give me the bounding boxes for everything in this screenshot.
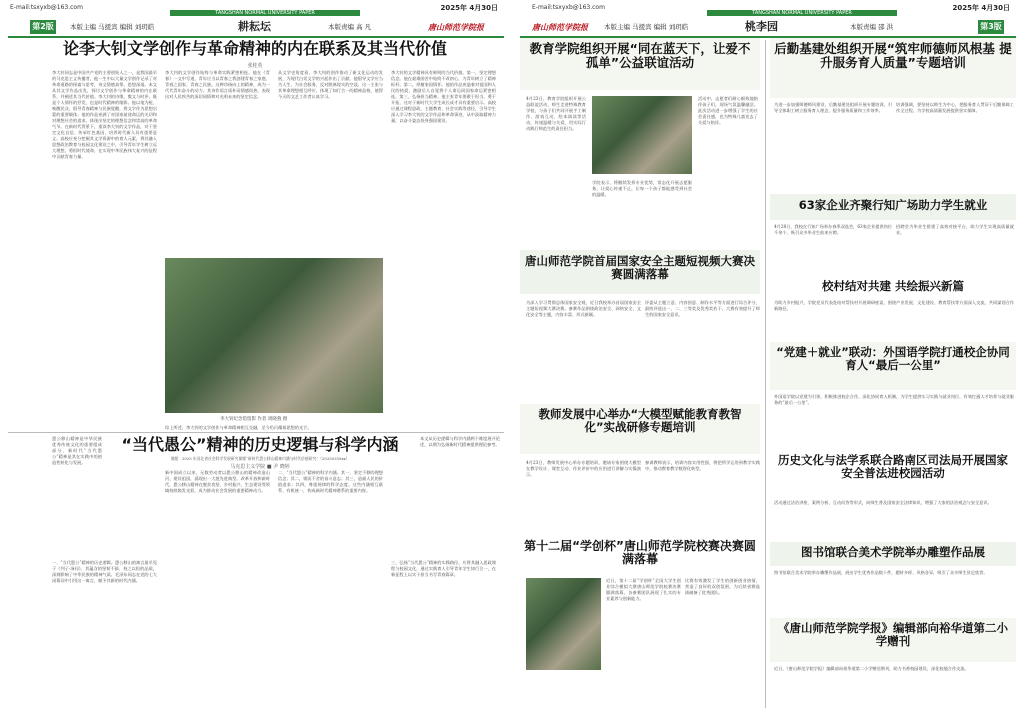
article-r4-body-col2: 评委从主题立意、内容创意、制作水平等方面进行综合评分，最终评选出一、二、三等奖及优秀奖若干。大赛有效提升了师生的国家安全意识。: [645, 300, 760, 317]
article-r7-body-col2: 参训教师表示，培训内容实用性强，将把所学运用到教学实践中，推动教育教学数智化转型。: [645, 460, 760, 471]
article-r7-headline: 教师发展中心举办“大模型赋能教育教智化”实战研修专题培训: [538, 407, 742, 434]
article2-body-col2: 新中国成立以来，无数劳动者以愚公移山的精神改造山河、建设祖国，涌现出一大批先进典型。改革开放和新时代，愚公移山精神在脱贫攻坚、乡村振兴、生态建设等领域持续焕发光彩，成为推动社会发展的重要精神动力。: [165, 470, 270, 493]
right-section-name: 桃李园: [745, 20, 778, 33]
article2-sidebar-text-left: 愚公移山精神是中华民族优秀传统文化的重要组成部分，新时代“当代愚公”精神是其在实践中的创造性转化与发展。: [52, 436, 102, 465]
article-r4-headline: 唐山师范学院首届国家安全主题短视频大赛决赛圆满落幕: [525, 254, 755, 281]
article1-body-col3: 从文学史角度看，李大钊的创作推动了新文化运动的发展，为现代白话文学的兴起作出了贡献。他倡导文学应当为人生、为社会服务，反对脱离现实的空谈。这一主张与其革命理想相互呼应，体现了知行合一的精神品格，值得今天的文艺工作者认真学习。: [278, 70, 383, 99]
left-editors: 本版主编 马援宾 编辑 刘玥皓: [70, 23, 155, 31]
article-r7-body-col1: 4月23日，教师发展中心举办专题培训，邀请专家围绕大模型在教学设计、课堂互动、作业评价中的应用进行讲解与实操演示。: [526, 460, 641, 477]
article1-body-col4: 李大钊的文学精神具有鲜明的当代价值。第一，坚定理想信念。他在艰难困苦中始终不改初心，为青年树立了精神标杆。第二，厚植家国情怀。他的作品充溢着对祖国和人民的热爱，激励后人自觉将个人命运同国家命运紧密相连。第三，弘扬担当精神。他主张青年要敢于担当、勇于开拓，这对于新时代大学生成长成才具有重要启示。高校应通过课程思政、主题教育、社会实践等途径，引导学生深入学习李大钊的文学作品和革命事迹，从中汲取精神力量，以奋斗姿态投身强国建设。: [391, 70, 496, 123]
article2-subtitle: 课题：2025 年河北省社会科学发展研究课题“新时代愚公移山精神内涵与时代价值研究”（20250205xx）: [170, 456, 350, 461]
left-proofreader: 本版责编 高 凡: [328, 23, 372, 31]
article-r10-body: 图书馆联合美术学院举办雕塑作品展，展出学生优秀作品数十件，题材多样、风格各异，吸引了众多师生驻足欣赏。: [774, 570, 988, 575]
article1-photo: [165, 258, 383, 413]
article-r6-body: 外国语学院以党建为引领，积极推进校企合作，深化协同育人机制，为学生提供实习实践与就业岗位，有效打通人才培养与就业服务的“最后一公里”。: [774, 394, 1014, 405]
article2-body-col1: 一、“当代愚公”精神的历史逻辑。愚公移山的寓言最早见于《列子·汤问》，其蕴含的坚韧不拔、持之以恒的品质，深刻影响了中华民族的精神气质。毛泽东同志在党的七大闭幕词中引用这一寓言，赋予其新的时代内涵。: [52, 560, 157, 583]
article-r4-body-col1: 为深入学习贯彻总体国家安全观，近日我校举办首届国家安全主题短视频大赛决赛。参赛作品围绕政治安全、网络安全、文化安全等主题，内容丰富、形式新颖。: [526, 300, 641, 317]
article-r6-headline: “党建＋就业”联动：外国语学院打通校企协同育人“最后一公里”: [776, 345, 1010, 372]
right-masthead-logo: 唐山师范学院报: [532, 22, 588, 32]
article-r1-photo: [592, 96, 692, 174]
article2-sidebar-text-right: 本文从历史逻辑与科学内涵两个维度展开论述，以期为弘扬新时代精神提供理论参考。: [420, 436, 500, 447]
right-paper-name-bar: [707, 10, 897, 16]
article1-body-col2: 李大钊的文学创作始终与革命实践紧密相连。他在《青春》一文中写道，青年应当以青春之我创建青春之家庭、青春之国家、青春之民族。这种昂扬向上的精神，成为一代代青年奋斗的动力。其诗作语言质朴而情感炽热，表现出对人民疾苦的深切同情和对光明未来的坚定信念。: [165, 70, 270, 99]
article-r1-body-col2: 学院表示，将继续发挥专业优势，常态化开展志愿服务，让爱心传递不止，让每一个孩子都能感受到社会的温暖。: [592, 180, 692, 197]
article-r2-body-col2: 培训强调，要坚持以师生为中心，把服务育人贯穿于后勤保障工作全过程，为学校高质量发展提供坚实保障。: [896, 102, 1014, 113]
article-r8-headline: 历史文化与法学系联合路南区司法局开展国家安全普法进校园活动: [778, 453, 1008, 480]
article-r9-photo: [526, 578, 601, 670]
left-paper-name-en: TANGSHAN NORMAL UNIVERSITY PAPER: [215, 10, 315, 16]
article-r1-headline: 教育学院组织开展“同在蓝天下，让爱不孤单”公益联谊活动: [529, 41, 751, 70]
right-date: 2025年 4月30日: [952, 4, 1010, 12]
article-r1-body-col1: 4月23日，教育学院组织开展公益联谊活动，师生走进特殊教育学校，与孩子们共同开展手工制作、游戏互动、绘本阅读等活动，传递温暖与关爱，用实际行动践行师范生的责任担当。: [526, 96, 586, 131]
article1-headline: 论李大钊文学创作与革命精神的内在联系及其当代价值: [62, 39, 447, 58]
right-paper-name-en: TANGSHAN NORMAL UNIVERSITY PAPER: [752, 10, 852, 16]
left-date: 2025年 4月30日: [440, 4, 498, 12]
article-r9-body-col1: 近日，第十二届“学创杯”全国大学生创业综合模拟大赛唐山师范学院校赛决赛圆满落幕，各参赛团队展现了扎实的专业素养与创新能力。: [606, 578, 681, 601]
left-paper-name-bar: [170, 10, 360, 16]
left-section-name: 耕耘坛: [238, 20, 271, 33]
right-newspaper-page: [512, 0, 1024, 713]
article-r8-body: 活动通过法治讲座、案例分析、互动问答等形式，向师生普及国家安全法律知识，增强了大家的法治观念与安全意识。: [774, 500, 992, 505]
right-email: E-mail:tsxyxb@163.com: [532, 4, 605, 11]
article1-body-tail: 综上所述，李大钊的文学创作与革命精神相互交融，至今仍闪耀着思想的光芒。: [165, 425, 312, 430]
article-r9-headline: 第十二届“学创杯”唐山师范学院校赛决赛圆满落幕: [524, 539, 756, 567]
article-r3-headline: 63家企业齐聚行知广场助力学生就业: [798, 198, 988, 212]
article2-byline: 马克思主义学院 ■ 尹 晓婷: [230, 464, 290, 470]
article1-body-col1: 李大钊同志是中国共产党的主要创始人之一，是我国最早的马克思主义传播者，他一生中以大量文学创作记录了对革命道路的探索与思考，诗文情感真挚、思想深邃。本文从其文学作品出发，探讨文学创作与革命精神的内在联系，并阐述其当代价值。李大钊的诗歌、散文与时评，既是个人情怀的抒发，也是时代精神的缩影。他以笔为枪，唤醒民众，倡导青春精神与民族觉醒，将文学作为思想启蒙的重要载体。他的作品充满了对国家前途命运的关切和对理想社会的追求，体现出坚定的理想信念和崇高的革命气节。在新时代背景下，重读李大钊的文学作品，对于坚定文化自信、传承红色基因、培养时代新人具有重要意义。高校应充分挖掘其文学资源中的育人元素，将其融入思想政治教育与校园文化建设之中，引导青年学生树立远大理想，勇担时代使命，在实现中华民族伟大复兴的征程中贡献青春力量。: [52, 70, 157, 159]
left-page-number: 第2版: [30, 20, 56, 34]
right-proofreader: 本版责编 邵 洪: [850, 23, 894, 31]
article2-body-col4: 三、弘扬“当代愚公”精神的实践路径。应将其融入思政课程与校园文化，通过实践育人引导青年学生知行合一，在新征程上以实干担当书写青春篇章。: [391, 560, 496, 577]
article2-headline: “当代愚公”精神的历史逻辑与科学内涵: [121, 435, 399, 454]
left-header-row: [8, 18, 504, 38]
article2-body-col3: 二、“当代愚公”精神的科学内涵。其一，坚定不移的理想信念；其二，锲而不舍的奋斗意志；其三，造福人民的价值追求；其四，尊重规律的科学态度。这些内涵相互联系、有机统一，构成新时代精神谱系的重要内容。: [278, 470, 383, 493]
article1-byline: 张桂英: [247, 63, 263, 69]
right-editors: 本版主编 马援宾 编辑 刘玥皓: [604, 23, 689, 31]
article-r3-body-col2: 招聘会为毕业生搭建了高效对接平台，助力学生实现高质量就业。: [896, 224, 1014, 235]
column-divider: [765, 40, 766, 708]
article-r1-body-col3: 活动中，志愿者们耐心细致地陪伴孩子们，现场气氛温馨融洽。此次活动进一步增强了学生的社会责任感，也为特殊儿童送去了关爱与陪伴。: [698, 96, 758, 125]
article-r3-body-col1: 4月28日，我校在行知广场举办春季双选会，63家企业提供岗位千余个，吸引众多毕业生前来应聘。: [774, 224, 892, 235]
article-r5-body: 为助力乡村振兴，学院党员代表赴结对帮扶村开展调研座谈，围绕产业发展、文化建设、教育帮扶等方面深入交流，共同谋划合作新路径。: [774, 300, 1014, 311]
right-page-number: 第3版: [978, 20, 1004, 34]
left-masthead-logo: 唐山师范学院报: [428, 22, 484, 32]
article-r11-headline: 《唐山师范学院学报》编辑部向裕华道第二小学赠刊: [778, 621, 1008, 648]
article-r9-body-col2: 比赛有效激发了学生的创新创业热情，营造了良好的双创氛围，为后续省赛选拔储备了优秀团队。: [685, 578, 760, 595]
article-r11-body: 近日，《唐山师范学院学报》编辑部向裕华道第二小学赠送期刊，助力书香校园建设，深化校地合作交流。: [774, 666, 969, 671]
article-r2-headline: 后勤基建处组织开展“筑牢师德师风根基 提升服务育人质量”专题培训: [774, 41, 1012, 70]
article-r10-headline: 图书馆联合美术学院举办雕塑作品展: [801, 545, 985, 559]
article-divider: [8, 432, 504, 433]
article-r5-headline: 校村结对共建 共绘振兴新篇: [821, 279, 964, 293]
article1-photo-caption: 李大钊纪念馆留影 作者 周晓燕 摄: [220, 417, 288, 422]
right-header-row: [520, 18, 1016, 38]
left-email: E-mail:tsxyxb@163.com: [10, 4, 83, 11]
article-r2-body-col1: 为进一步加强师德师风建设，后勤基建处组织开展专题培训，引导全体职工树立服务育人理念，提升服务质量和工作效率。: [774, 102, 892, 113]
